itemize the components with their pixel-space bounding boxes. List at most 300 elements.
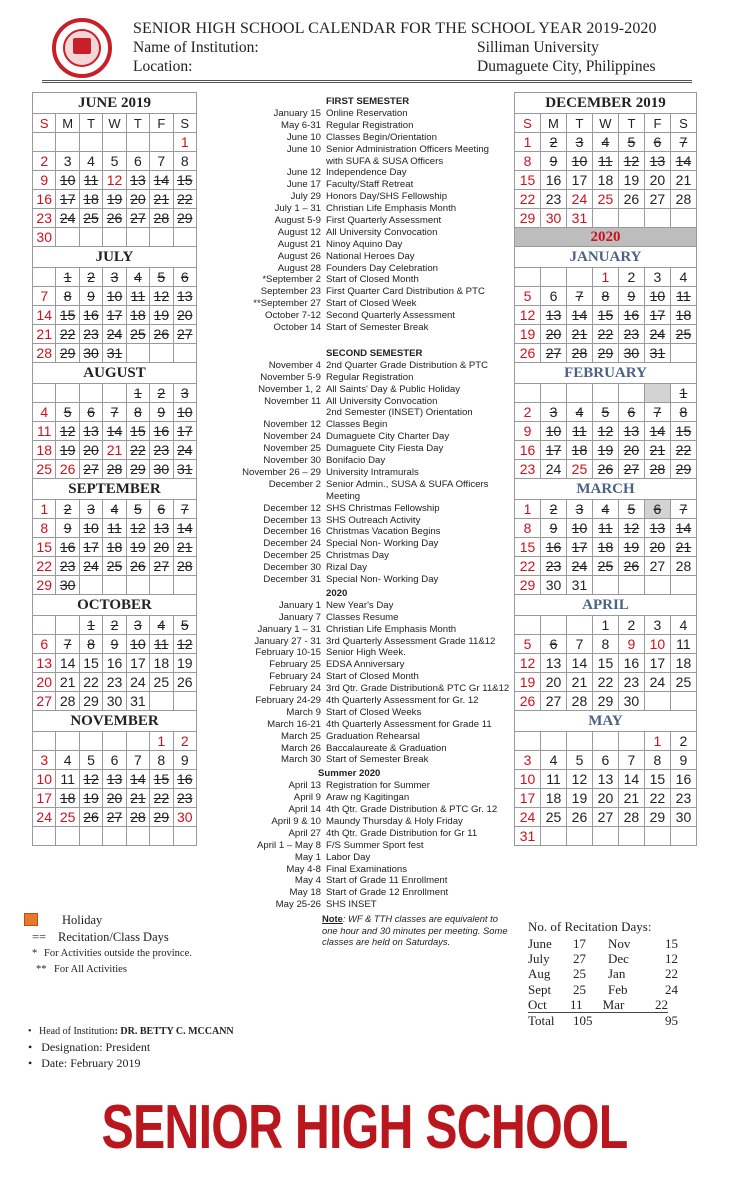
day-cell: 28 bbox=[56, 692, 79, 711]
recitation-cell: Dec bbox=[608, 951, 629, 967]
day-cell: 20 bbox=[79, 441, 102, 460]
day-cell: 22 bbox=[150, 789, 173, 808]
day-cell: 5 bbox=[566, 751, 592, 770]
day-cell: 13 bbox=[540, 306, 566, 325]
event-title: F/S Summer Sport fest bbox=[326, 839, 424, 851]
recitation-cell: 15 bbox=[665, 936, 678, 951]
day-cell: 7 bbox=[173, 500, 196, 519]
day-cell: 12 bbox=[566, 770, 592, 789]
day-cell: 13 bbox=[103, 770, 126, 789]
day-cell: 19 bbox=[515, 673, 541, 692]
empty-cell bbox=[103, 827, 126, 846]
day-cell: 26 bbox=[618, 190, 644, 209]
day-cell: 27 bbox=[33, 692, 56, 711]
day-cell: 22 bbox=[79, 673, 102, 692]
event-date: January 7 bbox=[278, 611, 321, 623]
day-cell: 21 bbox=[33, 325, 56, 344]
empty-cell bbox=[540, 827, 566, 846]
day-cell: 3 bbox=[103, 268, 126, 287]
event-date: April 9 bbox=[293, 792, 321, 804]
legend-star1: * bbox=[32, 948, 38, 959]
day-cell: 8 bbox=[79, 635, 102, 654]
day-cell: 19 bbox=[566, 789, 592, 808]
empty-cell bbox=[515, 268, 541, 287]
event-title: SHS INSET bbox=[326, 899, 377, 911]
day-cell: 6 bbox=[540, 287, 566, 306]
event-title: SHS Christmas Fellowship bbox=[326, 502, 440, 514]
day-cell: 5 bbox=[173, 616, 196, 635]
day-cell: 27 bbox=[618, 460, 644, 479]
day-cell: 21 bbox=[670, 538, 696, 557]
day-cell: 25 bbox=[150, 673, 173, 692]
day-cell: 9 bbox=[540, 519, 566, 538]
day-cell: 20 bbox=[126, 190, 149, 209]
day-cell: 3 bbox=[540, 403, 566, 422]
event-title: 4th Quarterly Assessment for Gr. 12 bbox=[326, 694, 479, 706]
day-cell: 14 bbox=[173, 519, 196, 538]
empty-cell bbox=[103, 228, 126, 247]
day-cell: 29 bbox=[150, 808, 173, 827]
day-cell: 10 bbox=[540, 422, 566, 441]
day-cell: 5 bbox=[103, 152, 126, 171]
recitation-cell: Nov bbox=[608, 936, 631, 951]
year-2020-heading: 2020 bbox=[326, 587, 348, 599]
day-cell: 18 bbox=[540, 789, 566, 808]
recitation-cell: 25 bbox=[573, 981, 586, 997]
day-cell: 17 bbox=[173, 422, 196, 441]
event-date: November 26 – 29 bbox=[242, 466, 321, 478]
empty-cell bbox=[566, 384, 592, 403]
day-cell: 23 bbox=[56, 557, 79, 576]
day-cell: 30 bbox=[103, 692, 126, 711]
event-title: Start of Closed Month bbox=[326, 274, 419, 286]
day-cell: 2 bbox=[150, 384, 173, 403]
day-cell: 21 bbox=[618, 789, 644, 808]
month-heading: FEBRUARY bbox=[515, 363, 697, 384]
day-cell: 26 bbox=[592, 460, 618, 479]
day-cell: 2 bbox=[103, 616, 126, 635]
day-cell: 28 bbox=[173, 557, 196, 576]
day-cell: 15 bbox=[126, 422, 149, 441]
day-cell: 22 bbox=[592, 673, 618, 692]
event-row bbox=[236, 550, 512, 562]
empty-cell bbox=[56, 384, 79, 403]
event-date: April 1 – May 8 bbox=[257, 839, 321, 851]
recitation-cell bbox=[608, 1013, 650, 1028]
empty-cell bbox=[126, 827, 149, 846]
day-cell: 7 bbox=[56, 635, 79, 654]
day-cell: 3 bbox=[566, 500, 592, 519]
day-cell: 19 bbox=[592, 441, 618, 460]
day-cell: 18 bbox=[150, 654, 173, 673]
day-cell: 11 bbox=[592, 152, 618, 171]
recitation-row bbox=[528, 936, 678, 951]
empty-cell bbox=[618, 576, 644, 595]
day-cell: 20 bbox=[540, 325, 566, 344]
event-title: Independence Day bbox=[326, 167, 407, 179]
day-cell: 21 bbox=[644, 441, 670, 460]
event-date: March 30 bbox=[281, 754, 321, 766]
day-cell: 18 bbox=[566, 441, 592, 460]
day-cell: 10 bbox=[566, 152, 592, 171]
event-date: January 1 – 31 bbox=[257, 623, 321, 635]
event-date: April 14 bbox=[288, 804, 321, 816]
event-row bbox=[236, 167, 512, 179]
event-title: 3rd Quarterly Assessment Grade 11&12 bbox=[326, 635, 496, 647]
day-cell: 15 bbox=[515, 171, 541, 190]
day-cell: 4 bbox=[540, 751, 566, 770]
empty-cell bbox=[150, 576, 173, 595]
event-row bbox=[236, 179, 512, 191]
event-title: Final Examinations bbox=[326, 863, 408, 875]
day-cell: 10 bbox=[126, 635, 149, 654]
day-cell: 16 bbox=[670, 770, 696, 789]
event-date: November 12 bbox=[263, 419, 321, 431]
day-cell: 2 bbox=[33, 152, 56, 171]
day-cell: 15 bbox=[592, 306, 618, 325]
empty-cell bbox=[592, 576, 618, 595]
event-date: November 25 bbox=[263, 443, 321, 455]
weekday-header: S bbox=[33, 114, 56, 133]
day-cell: 10 bbox=[515, 770, 541, 789]
day-cell: 29 bbox=[592, 344, 618, 363]
day-cell: 29 bbox=[56, 344, 79, 363]
event-title: All University Convocation bbox=[326, 395, 438, 407]
day-cell: 16 bbox=[515, 441, 541, 460]
event-row bbox=[236, 191, 512, 203]
note-label: Note bbox=[322, 913, 343, 925]
event-row bbox=[236, 804, 512, 816]
weekday-header: T bbox=[126, 114, 149, 133]
month-heading: OCTOBER bbox=[33, 595, 197, 616]
event-date: December 30 bbox=[263, 562, 321, 574]
event-row bbox=[236, 443, 512, 455]
recitation-row bbox=[528, 982, 678, 997]
day-cell: 3 bbox=[644, 616, 670, 635]
recitation-cell: 12 bbox=[665, 951, 678, 967]
recitation-cell: 27 bbox=[573, 951, 586, 967]
day-cell: 11 bbox=[540, 770, 566, 789]
empty-cell bbox=[670, 344, 696, 363]
day-cell: 15 bbox=[79, 654, 102, 673]
day-cell: 20 bbox=[592, 789, 618, 808]
event-title: Ninoy Aquino Day bbox=[326, 238, 403, 250]
event-title: Classes Begin/Orientation bbox=[326, 131, 437, 143]
day-cell: 30 bbox=[618, 344, 644, 363]
day-cell: 30 bbox=[618, 692, 644, 711]
legend-star1-text: For Activities outside the province. bbox=[44, 948, 192, 959]
day-cell: 16 bbox=[56, 538, 79, 557]
day-cell: 3 bbox=[515, 751, 541, 770]
empty-cell bbox=[150, 133, 173, 152]
empty-cell bbox=[618, 209, 644, 228]
day-cell: 29 bbox=[592, 692, 618, 711]
day-cell: 13 bbox=[540, 654, 566, 673]
month-heading: DECEMBER 2019 bbox=[515, 93, 697, 114]
day-cell: 28 bbox=[670, 557, 696, 576]
second-semester-events bbox=[236, 360, 512, 586]
day-cell: 27 bbox=[173, 325, 196, 344]
day-cell: 26 bbox=[103, 209, 126, 228]
day-cell: 25 bbox=[540, 808, 566, 827]
day-cell: 23 bbox=[79, 325, 102, 344]
day-cell: 14 bbox=[103, 422, 126, 441]
empty-cell bbox=[126, 228, 149, 247]
day-cell: 24 bbox=[566, 557, 592, 576]
event-row bbox=[236, 227, 512, 239]
day-cell: 27 bbox=[592, 808, 618, 827]
event-title: National Heroes Day bbox=[326, 250, 415, 262]
day-cell: 12 bbox=[126, 519, 149, 538]
day-cell: 24 bbox=[540, 460, 566, 479]
weekday-header: T bbox=[566, 114, 592, 133]
event-title: 4th Qtr. Grade Distribution for Gr 11 bbox=[326, 827, 478, 839]
event-title: Regular Registration bbox=[326, 371, 414, 383]
recitation-cell: Sept bbox=[528, 981, 552, 997]
right-calendar-column bbox=[514, 92, 697, 846]
event-date bbox=[236, 156, 321, 168]
recitation-cell: 95 bbox=[665, 1013, 678, 1029]
day-cell: 13 bbox=[126, 171, 149, 190]
day-cell: 10 bbox=[644, 635, 670, 654]
empty-cell bbox=[540, 616, 566, 635]
day-cell: 24 bbox=[644, 325, 670, 344]
day-cell: 8 bbox=[126, 403, 149, 422]
event-date: June 12 bbox=[286, 167, 321, 179]
day-cell: 6 bbox=[150, 500, 173, 519]
day-cell: 13 bbox=[150, 519, 173, 538]
day-cell: 18 bbox=[56, 789, 79, 808]
day-cell: 18 bbox=[592, 171, 618, 190]
event-date: August 12 bbox=[277, 226, 321, 238]
event-row bbox=[236, 407, 512, 419]
event-row bbox=[236, 526, 512, 538]
day-cell: 7 bbox=[644, 403, 670, 422]
empty-cell bbox=[618, 384, 644, 403]
day-cell: 4 bbox=[79, 152, 102, 171]
event-date: May 6-31 bbox=[281, 119, 321, 131]
day-cell: 9 bbox=[540, 152, 566, 171]
event-date: August 26 bbox=[277, 250, 321, 262]
recitation-row bbox=[528, 951, 678, 966]
event-date: June 10 bbox=[286, 131, 321, 143]
day-cell: 12 bbox=[515, 654, 541, 673]
empty-cell bbox=[515, 384, 541, 403]
event-title: Bonifacio Day bbox=[326, 455, 386, 467]
events-list bbox=[236, 94, 512, 948]
day-cell: 8 bbox=[150, 751, 173, 770]
day-cell: 14 bbox=[618, 770, 644, 789]
event-row bbox=[236, 491, 512, 503]
day-cell: 31 bbox=[566, 576, 592, 595]
event-title: Senior Administration Officers Meeting bbox=[326, 143, 489, 155]
day-cell: 21 bbox=[150, 190, 173, 209]
event-title: Special Non- Working Day bbox=[326, 573, 439, 585]
empty-cell bbox=[566, 616, 592, 635]
day-cell: 14 bbox=[126, 770, 149, 789]
day-cell: 13 bbox=[644, 152, 670, 171]
day-cell: 8 bbox=[173, 152, 196, 171]
event-row bbox=[236, 754, 512, 766]
empty-cell bbox=[670, 209, 696, 228]
recitation-cell: Total bbox=[528, 1013, 555, 1029]
day-cell: 24 bbox=[79, 557, 102, 576]
event-date: December 12 bbox=[263, 502, 321, 514]
weekday-header: M bbox=[540, 114, 566, 133]
day-cell: 11 bbox=[150, 635, 173, 654]
header-divider bbox=[42, 80, 692, 83]
day-cell: 7 bbox=[566, 635, 592, 654]
day-cell: 23 bbox=[618, 325, 644, 344]
event-title: Meeting bbox=[326, 490, 361, 502]
day-cell: 13 bbox=[644, 519, 670, 538]
day-cell: 25 bbox=[79, 209, 102, 228]
day-cell: 9 bbox=[515, 422, 541, 441]
event-row bbox=[236, 455, 512, 467]
month-heading: MARCH bbox=[515, 479, 697, 500]
weekday-header: W bbox=[592, 114, 618, 133]
event-date: July 1 – 31 bbox=[274, 203, 321, 215]
day-cell: 5 bbox=[56, 403, 79, 422]
day-cell: 4 bbox=[670, 616, 696, 635]
weekday-header: S bbox=[670, 114, 696, 133]
empty-cell bbox=[56, 732, 79, 751]
note-body: : WF & TTH classes are equivalent to one hour and 30 minutes per meeting. Some classes are held on Saturdays. bbox=[322, 913, 508, 948]
event-title: 3rd Qtr. Grade Distribution& PTC Gr 11&12 bbox=[326, 683, 510, 695]
event-title: Araw ng Kagitingan bbox=[326, 792, 410, 804]
event-date: November 4 bbox=[268, 359, 321, 371]
day-cell: 4 bbox=[33, 403, 56, 422]
day-cell: 30 bbox=[173, 808, 196, 827]
event-title: First Quarter Card Distribution & PTC bbox=[326, 286, 485, 298]
second-semester-heading: SECOND SEMESTER bbox=[326, 347, 423, 359]
event-row bbox=[236, 298, 512, 310]
day-cell: 19 bbox=[618, 171, 644, 190]
empty-cell bbox=[644, 384, 670, 403]
day-cell: 31 bbox=[644, 344, 670, 363]
event-row bbox=[236, 431, 512, 443]
day-cell: 31 bbox=[515, 827, 541, 846]
day-cell: 18 bbox=[670, 306, 696, 325]
event-title: Rizal Day bbox=[326, 562, 368, 574]
summer-events bbox=[236, 780, 512, 911]
month-heading: AUGUST bbox=[33, 363, 197, 384]
day-cell: 13 bbox=[592, 770, 618, 789]
event-date: March 26 bbox=[281, 742, 321, 754]
empty-cell bbox=[103, 576, 126, 595]
event-date: January 15 bbox=[273, 108, 321, 119]
day-cell: 19 bbox=[56, 441, 79, 460]
empty-cell bbox=[103, 384, 126, 403]
day-cell: 11 bbox=[103, 519, 126, 538]
empty-cell bbox=[592, 384, 618, 403]
day-cell: 1 bbox=[592, 616, 618, 635]
recitation-row bbox=[528, 966, 678, 981]
day-cell: 16 bbox=[33, 190, 56, 209]
event-row bbox=[236, 780, 512, 792]
event-date: March 25 bbox=[281, 730, 321, 742]
day-cell: 12 bbox=[515, 306, 541, 325]
day-cell: 17 bbox=[644, 654, 670, 673]
empty-cell bbox=[150, 827, 173, 846]
day-cell: 20 bbox=[540, 673, 566, 692]
month-heading: NOVEMBER bbox=[33, 711, 197, 732]
head-value: DR. BETTY C. MCCANN bbox=[120, 1026, 234, 1037]
day-cell: 10 bbox=[79, 519, 102, 538]
empty-cell bbox=[592, 827, 618, 846]
event-date: May 25-26 bbox=[275, 899, 321, 911]
day-cell: 30 bbox=[33, 228, 56, 247]
empty-cell bbox=[56, 228, 79, 247]
day-cell: 7 bbox=[33, 287, 56, 306]
day-cell: 1 bbox=[173, 133, 196, 152]
empty-cell bbox=[79, 732, 102, 751]
empty-cell bbox=[173, 692, 196, 711]
event-row bbox=[236, 864, 512, 876]
event-row bbox=[236, 108, 512, 120]
empty-cell bbox=[173, 228, 196, 247]
event-date: April 13 bbox=[288, 780, 321, 792]
event-title: Christian Life Emphasis Month bbox=[326, 623, 457, 635]
event-date: July 29 bbox=[290, 191, 321, 203]
day-cell: 26 bbox=[79, 808, 102, 827]
event-title: Honors Day/SHS Fellowship bbox=[326, 191, 448, 203]
empty-cell bbox=[618, 732, 644, 751]
day-cell: 17 bbox=[103, 306, 126, 325]
event-title: Start of Closed Weeks bbox=[326, 706, 422, 718]
day-cell: 14 bbox=[644, 422, 670, 441]
day-cell: 23 bbox=[33, 209, 56, 228]
day-cell: 19 bbox=[79, 789, 102, 808]
institution-value: Silliman University bbox=[477, 39, 599, 56]
summer-heading: Summer 2020 bbox=[318, 768, 381, 780]
event-title: with SUFA & SUSA Officers bbox=[326, 155, 444, 167]
day-cell: 17 bbox=[33, 789, 56, 808]
day-cell: 29 bbox=[644, 808, 670, 827]
day-cell: 9 bbox=[670, 751, 696, 770]
event-date: August 5-9 bbox=[274, 215, 321, 227]
event-title: Start of Grade 12 Enrollment bbox=[326, 887, 449, 899]
day-cell: 22 bbox=[33, 557, 56, 576]
day-cell: 28 bbox=[150, 209, 173, 228]
event-title: Second Quarterly Assessment bbox=[326, 310, 456, 322]
empty-cell bbox=[592, 209, 618, 228]
institution-label: Name of Institution: bbox=[133, 39, 259, 56]
event-date: September 23 bbox=[260, 286, 321, 298]
day-cell: 30 bbox=[540, 209, 566, 228]
year-2020-events bbox=[236, 600, 512, 766]
event-date: May 4-8 bbox=[286, 863, 321, 875]
event-row bbox=[236, 384, 512, 396]
day-cell: 14 bbox=[56, 654, 79, 673]
day-cell: 2 bbox=[515, 403, 541, 422]
day-cell: 21 bbox=[566, 325, 592, 344]
day-cell: 2 bbox=[79, 268, 102, 287]
event-row bbox=[236, 274, 512, 286]
day-cell: 28 bbox=[126, 808, 149, 827]
empty-cell bbox=[79, 384, 102, 403]
event-date: *September 2 bbox=[262, 274, 321, 286]
day-cell: 31 bbox=[103, 344, 126, 363]
event-row bbox=[236, 683, 512, 695]
day-cell: 28 bbox=[566, 344, 592, 363]
recitation-cell: 105 bbox=[573, 1013, 593, 1029]
event-date: December 13 bbox=[263, 514, 321, 526]
event-title: Senior Admin., SUSA & SUFA Officers bbox=[326, 478, 489, 490]
day-cell: 11 bbox=[79, 171, 102, 190]
day-cell: 10 bbox=[33, 770, 56, 789]
event-date: December 25 bbox=[263, 550, 321, 562]
